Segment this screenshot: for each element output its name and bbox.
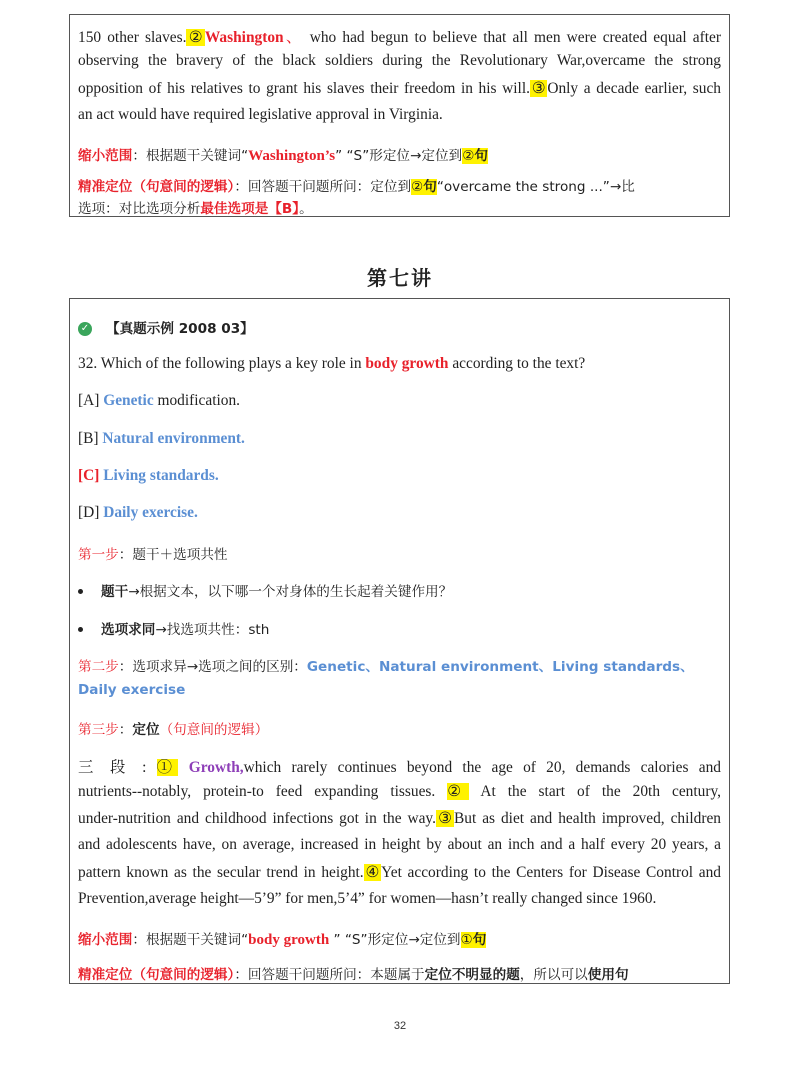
option-a: [A] Genetic modification. (78, 392, 240, 409)
precise-locate-line: 精准定位（句意间的逻辑）：回答题干问题所问：本题属于定位不明显的题，所以可以使用句 (78, 967, 629, 983)
option-d: [D] Daily exercise. (78, 504, 198, 521)
lecture-seven-box (69, 298, 730, 984)
paragraph-line-5: pattern known as the secular trend in height.④Yet according to the Centers for Disease Control and (78, 864, 721, 881)
question-line: 32. Which of the following plays a key role in body growth according to the text? (78, 355, 586, 372)
passage-line-2: observing the bravery of the black soldiers during the Revolutionary War,overcame the strong (78, 52, 721, 69)
lecture-heading: 第七讲 (367, 266, 433, 290)
paragraph-line-4: and adolescents have, on average, increased in height by about an inch and a half every 20 years, a (78, 836, 721, 853)
passage-line-3: opposition of his relatives to grant his slaves their freedom in his will.③Only a decade earlier, such (78, 80, 721, 97)
step-one: 第一步：题干＋选项共性 (78, 547, 228, 563)
step-two: 第二步：选项求异→选项之间的区别：Genetic、Natural environment、Living standards、 (78, 659, 694, 675)
option-b: [B] Natural environment. (78, 430, 245, 447)
page-number: 32 (393, 1020, 407, 1032)
precise-locate-line-2: 选项：对比选项分析最佳选项是【B】。 (78, 201, 313, 217)
paragraph-line-2: nutrients--notably, protein-to feed expanding tissues. ② At the start of the 20th century, (78, 783, 721, 800)
passage-line-1: 150 other slaves.②Washington、 who had begun to believe that all men were created equal after (78, 29, 721, 46)
previous-analysis-box (69, 14, 730, 217)
example-title: ✓ 【真题示例 2008 03】 (78, 317, 721, 337)
bullet-icon (78, 627, 83, 632)
option-c: [C] Living standards. (78, 467, 219, 484)
bullet-options: 选项求同→找选项共性：sth (78, 618, 721, 638)
step-three: 第三步：定位（句意间的逻辑） (78, 722, 269, 738)
bullet-icon (78, 589, 83, 594)
paragraph-line-3: under-nutrition and childhood infections got in the way.③But as diet and health improved, children (78, 810, 721, 827)
precise-locate-line: 精准定位（句意间的逻辑）：回答题干问题所问：定位到②句“overcame the strong ...”→比 (78, 179, 635, 195)
check-circle-icon: ✓ (78, 322, 92, 336)
bullet-stem: 题干→根据文本，以下哪一个对身体的生长起着关键作用？ (78, 580, 721, 600)
passage-line-4: an act would have required legislative approval in Virginia. (78, 106, 443, 123)
step-two-cont: Daily exercise (78, 682, 186, 698)
paragraph-line-1: 三 段 : ① Growth,which rarely continues beyond the age of 20, demands calories and (78, 759, 721, 776)
paragraph-line-6: Prevention,average height—5’9” for men,5’4” for women—hasn’t really changed since 1960. (78, 890, 657, 907)
narrow-scope-line: 缩小范围：根据题干关键词“body growth ” “S”形定位→定位到①句 (78, 932, 487, 948)
narrow-scope-line: 缩小范围：根据题干关键词“Washington’s” “S”形定位→定位到②句 (78, 148, 488, 164)
